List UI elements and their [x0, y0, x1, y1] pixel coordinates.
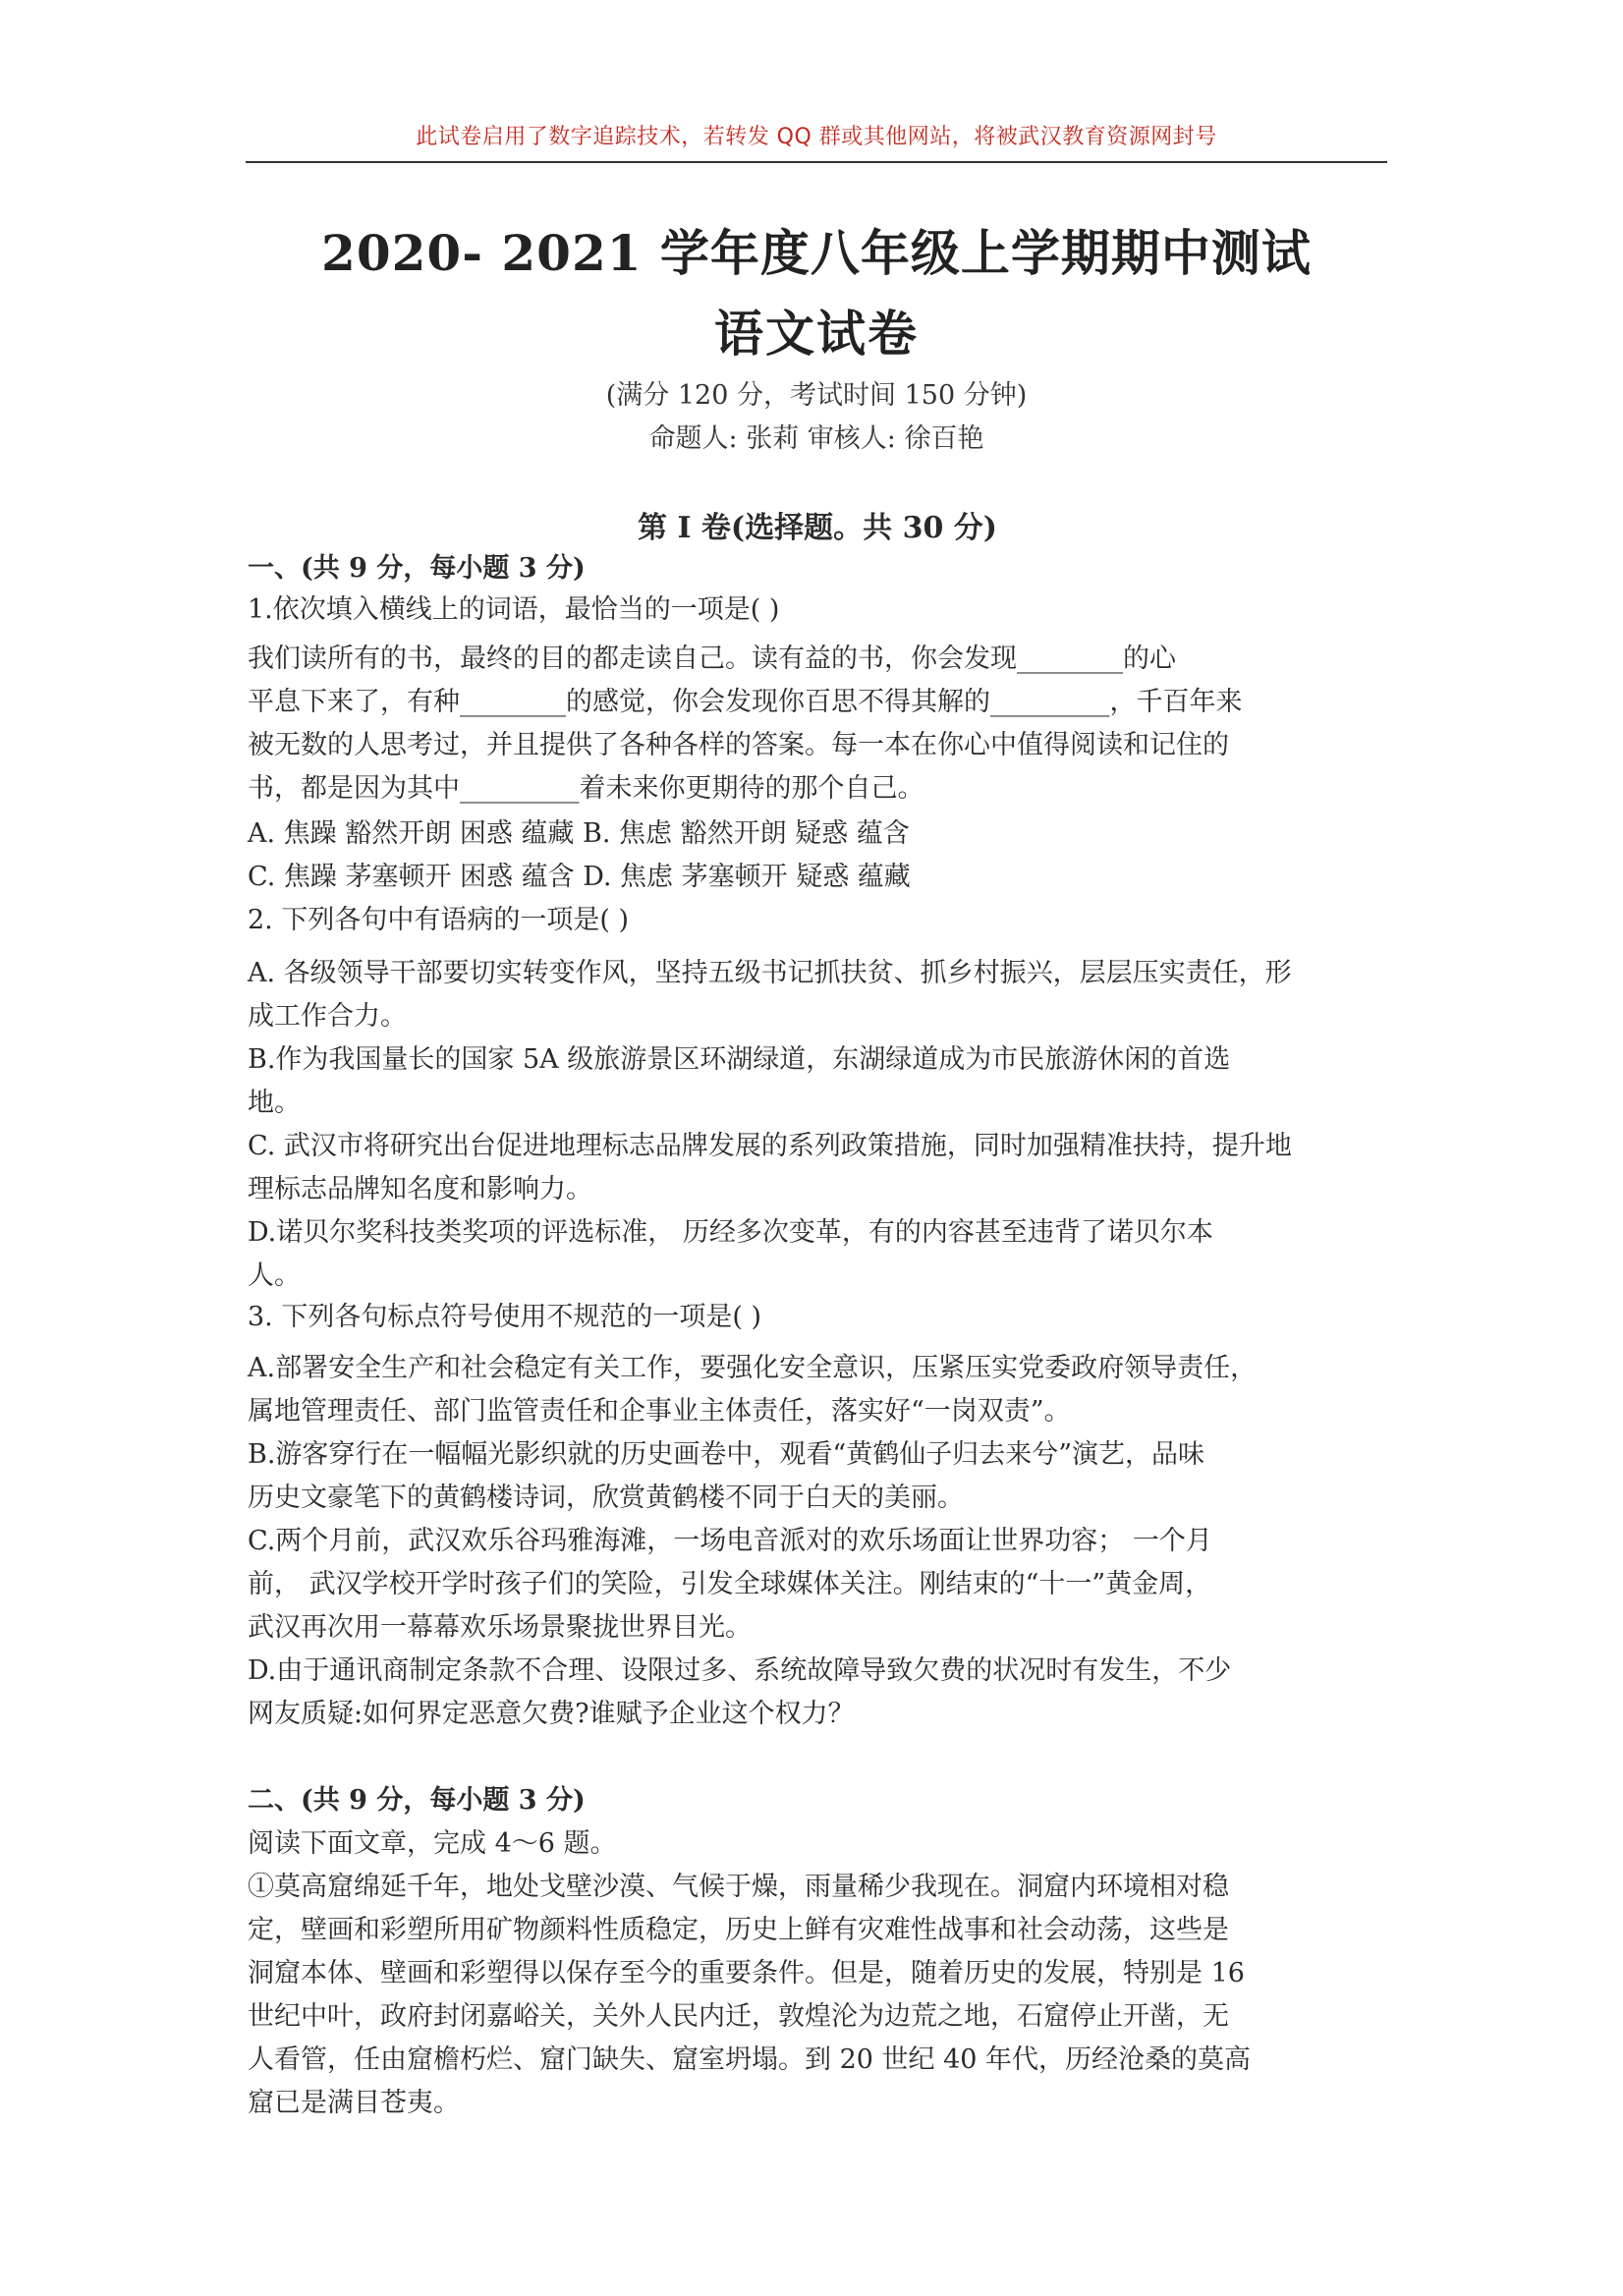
score-time: (满分 120 分，考试时间 150 分钟): [605, 380, 1028, 411]
q2-option-line: 理标志品牌知名度和影响力。: [248, 1174, 592, 1204]
reading-paragraph-line: 定，壁画和彩塑所用矿物颜料性质稳定，历史上鲜有灾难性战事和社会动荡，这些是: [248, 1915, 1229, 1945]
q1-passage-line: 被无数的人思考过，并且提供了各种各样的答案。每一本在你心中值得阅读和记住的: [248, 730, 1229, 760]
q2-option-line: C. 武汉市将研究出台促进地理标志品牌发展的系列政策措施，同时加强精准扶持，提升地: [248, 1131, 1292, 1161]
section2-heading: 二、(共 9 分，每小题 3 分): [248, 1785, 586, 1816]
q1-passage-line: 我们读所有的书，最终的目的都走读自己。读有益的书，你会发现________的心: [248, 644, 1176, 674]
reading-paragraph-line: 人看管，任由窟檐朽烂、窟门缺失、窟室坍塌。到 20 世纪 40 年代，历经沧桑的莫高: [248, 2044, 1252, 2075]
reading-paragraph-line: ①莫高窟绵延千年，地处戈壁沙漠、气候于燥，雨量稀少我现在。洞窟内环境相对稳: [248, 1872, 1229, 1902]
q3-option-line: B.游客穿行在一幅幅光影织就的历史画卷中，观看“黄鹤仙子归去来兮”演艺，品味: [248, 1439, 1205, 1470]
section2-instruction: 阅读下面文章，完成 4～6 题。: [248, 1828, 617, 1859]
q1-passage-line: 平息下来了，有种________的感觉，你会发现你百思不得其解的_________，千百年来: [248, 687, 1243, 717]
q1-options: C. 焦躁 茅塞顿开 困惑 蕴含 D. 焦虑 茅塞顿开 疑惑 蕴藏: [248, 862, 911, 892]
q3-option-line: 属地管理责任、部门监管责任和企事业主体责任，落实好“一岗双责”。: [248, 1396, 1071, 1427]
header-divider: [246, 161, 1387, 163]
section1-heading: 一、(共 9 分，每小题 3 分): [248, 553, 586, 584]
reading-paragraph-line: 窟已是满目苍夷。: [248, 2088, 460, 2118]
q2-stem: 2. 下列各句中有语病的一项是( ): [248, 905, 629, 935]
exam-title: 2020- 2021 学年度八年级上学期期中测试: [321, 224, 1312, 282]
q3-option-line: D.由于通讯商制定条款不合理、设限过多、系统故障导致欠费的状况时有发生，不少: [248, 1655, 1232, 1686]
reading-paragraph-line: 世纪中叶，政府封闭嘉峪关，关外人民内迁，敦煌沦为边荒之地，石窟停止开凿，无: [248, 2001, 1229, 2032]
q3-stem: 3. 下列各句标点符号使用不规范的一项是( ): [248, 1302, 761, 1332]
q3-option-line: C.两个月前，武汉欢乐谷玛雅海滩，一场电音派对的欢乐场面让世界功容； 一个月: [248, 1526, 1212, 1556]
exam-subtitle: 语文试卷: [714, 305, 919, 363]
q3-option-line: A.部署安全生产和社会稳定有关工作，要强化安全意识，压紧压实党委政府领导责任，: [248, 1353, 1258, 1383]
q3-option-line: 前， 武汉学校开学时孩子们的笑险，引发全球媒体关注。刚结束的“十一”黄金周，: [248, 1569, 1212, 1599]
q1-passage-line: 书，都是因为其中_________着未来你更期待的那个自己。: [248, 773, 924, 804]
q2-option-line: D.诺贝尔奖科技类奖项的评选标准， 历经多次变革，有的内容甚至违背了诺贝尔本: [248, 1217, 1213, 1248]
q2-option-line: 人。: [248, 1260, 301, 1291]
part1-heading: 第 I 卷(选择题。共 30 分): [638, 511, 997, 545]
q2-option-line: 地。: [248, 1088, 301, 1118]
q3-option-line: 历史文豪笔下的黄鹤楼诗词，欣赏黄鹤楼不同于白天的美丽。: [248, 1483, 964, 1513]
tracking-warning: 此试卷启用了数字追踪技术，若转发 QQ 群或其他网站，将被武汉教育资源网封号: [416, 125, 1217, 149]
q2-option-line: A. 各级领导干部要切实转变作风，坚持五级书记抓扶贫、抓乡村振兴，层层压实责任，形: [248, 958, 1292, 988]
authors: 命题人: 张莉 审核人: 徐百艳: [648, 423, 984, 454]
q3-option-line: 网友质疑:如何界定恶意欠费?谁赋予企业这个权力？: [248, 1699, 855, 1729]
q1-options: A. 焦躁 豁然开朗 困惑 蕴藏 B. 焦虑 豁然开朗 疑惑 蕴含: [248, 818, 910, 849]
q3-option-line: 武汉再次用一幕幕欢乐场景聚拢世界目光。: [248, 1612, 752, 1643]
reading-paragraph-line: 洞窟本体、壁画和彩塑得以保存至今的重要条件。但是，随着历史的发展，特别是 16: [248, 1958, 1245, 1988]
q2-option-line: B.作为我国量长的国家 5A 级旅游景区环湖绿道，东湖绿道成为市民旅游休闲的首选: [248, 1044, 1231, 1075]
q2-option-line: 成工作合力。: [248, 1001, 407, 1032]
q1-stem: 1.依次填入横线上的词语，最恰当的一项是( ): [248, 594, 780, 625]
